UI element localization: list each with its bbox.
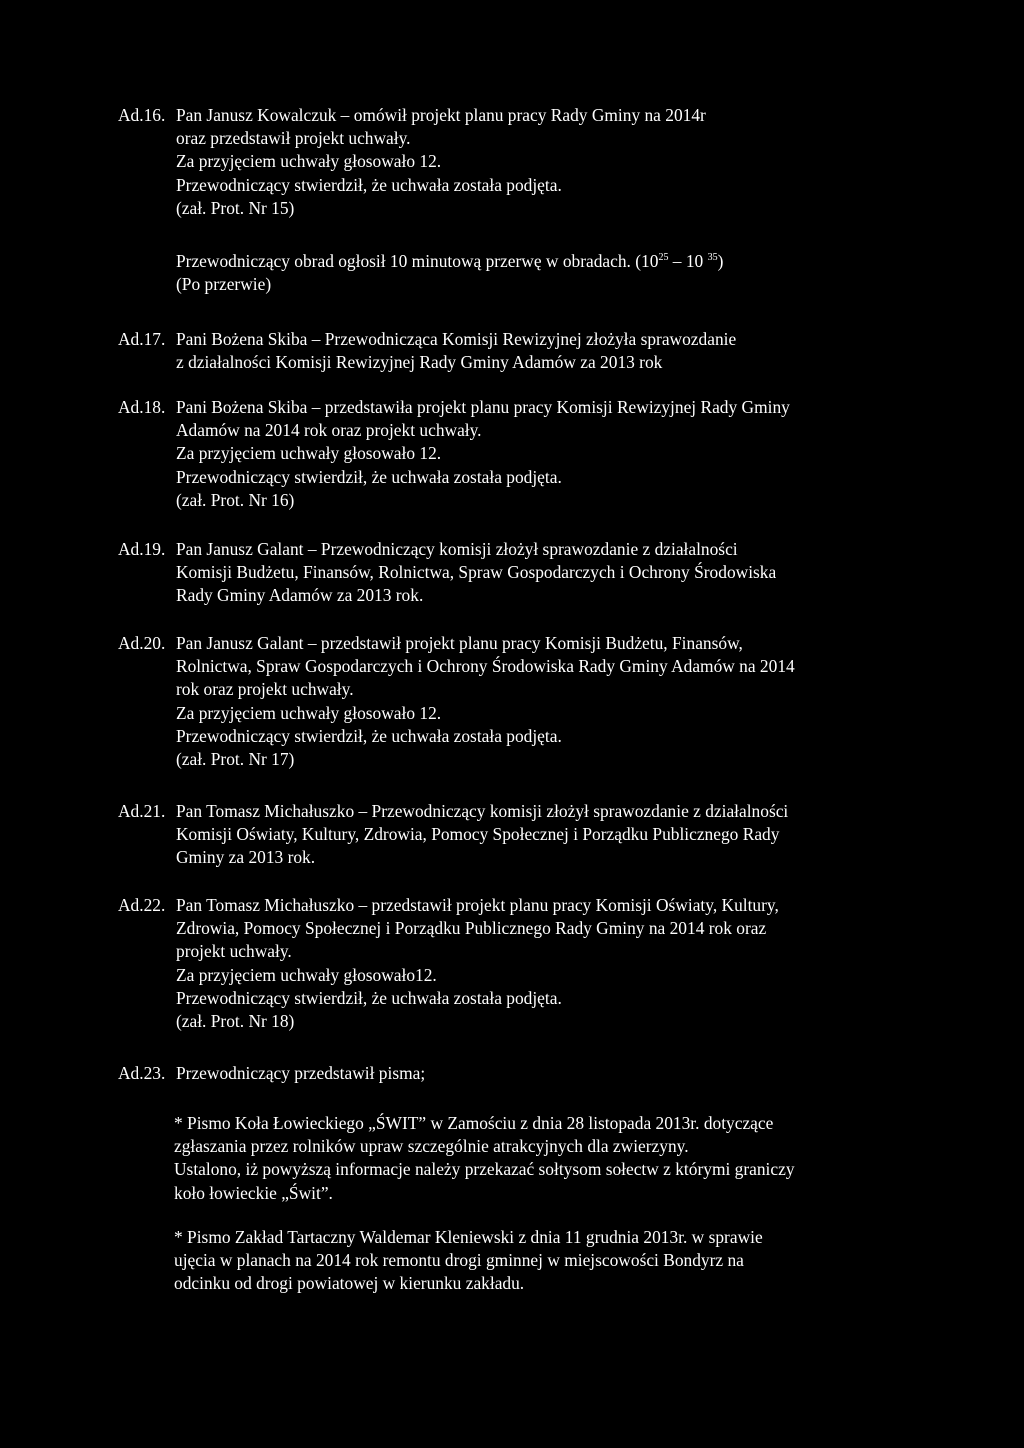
item-line: Pan Tomasz Michałuszko – Przewodniczący komisji złożył sprawozdanie z działalności (176, 801, 789, 821)
agenda-item-18 (118, 396, 918, 512)
letter-note-2 (174, 1226, 914, 1296)
item-number: Ad.16. (118, 105, 166, 125)
item-line: Pani Bożena Skiba – Przewodnicząca Komisji Rewizyjnej złożyła sprawozdanie (176, 329, 737, 349)
item-line: Za przyjęciem uchwały głosowało 12. (176, 151, 442, 172)
agenda-item-16 (118, 104, 918, 220)
item-line: Adamów na 2014 rok oraz projekt uchwały. (176, 420, 482, 441)
item-body (176, 1062, 918, 1085)
item-body (176, 894, 918, 1033)
item-body (176, 538, 918, 608)
item-line: Przewodniczący stwierdził, że uchwała została podjęta. (176, 174, 562, 195)
item-body (176, 104, 918, 220)
agenda-item-22 (118, 894, 918, 1033)
item-line: Przewodniczący stwierdził, że uchwała została podjęta. (176, 725, 562, 746)
item-number: Ad.17. (118, 329, 166, 349)
agenda-item-20 (118, 632, 918, 771)
item-line: Rady Gminy Adamów za 2013 rok. (176, 585, 424, 606)
break-text-mid: – 10 (668, 251, 708, 271)
item-line: z działalności Komisji Rewizyjnej Rady Gminy Adamów za 2013 rok (176, 352, 663, 373)
item-body (176, 396, 918, 512)
item-body (176, 328, 918, 374)
note-line: odcinku od drogi powiatowej w kierunku zakładu. (174, 1273, 525, 1294)
item-line: Za przyjęciem uchwały głosowało 12. (176, 443, 442, 464)
item-line: Pan Janusz Galant – Przewodniczący komisji złożył sprawozdanie z działalności (176, 539, 738, 559)
item-line: Przewodniczący przedstawił pisma; (176, 1063, 426, 1083)
note-line: zgłaszania przez rolników upraw szczególnie atrakcyjnych dla zwierzyny. (174, 1136, 689, 1157)
note-line: ujęcia w planach na 2014 rok remontu drogi gminnej w miejscowości Bondyrz na (174, 1250, 744, 1271)
item-line: (zał. Prot. Nr 16) (176, 489, 295, 510)
after-break-line: (Po przerwie) (176, 274, 272, 295)
item-line: Przewodniczący stwierdził, że uchwała została podjęta. (176, 466, 562, 487)
break-end-minutes: 35 (707, 252, 718, 264)
note-line: koło łowieckie „Świt”. (174, 1182, 333, 1203)
item-number: Ad.19. (118, 539, 166, 559)
note-line: * Pismo Zakład Tartaczny Waldemar Kleniewski z dnia 11 grudnia 2013r. w sprawie (174, 1227, 763, 1247)
note-line: Ustalono, iż powyższą informacje należy przekazać sołtysom sołectw z którymi graniczy (174, 1159, 795, 1180)
item-line: (zał. Prot. Nr 17) (176, 749, 295, 770)
break-line (176, 250, 918, 273)
agenda-item-17 (118, 328, 918, 374)
item-body (176, 632, 918, 771)
break-text: Przewodniczący obrad ogłosił 10 minutową przerwę w obradach. (10 (176, 251, 659, 271)
item-line: Gminy za 2013 rok. (176, 847, 316, 868)
item-line: Za przyjęciem uchwały głosowało12. (176, 964, 437, 985)
note-line: * Pismo Koła Łowieckiego „ŚWIT” w Zamościu z dnia 28 listopada 2013r. dotyczące (174, 1113, 774, 1133)
item-line: Pan Janusz Galant – przedstawił projekt planu pracy Komisji Budżetu, Finansów, (176, 633, 743, 653)
item-line: Pani Bożena Skiba – przedstawiła projekt planu pracy Komisji Rewizyjnej Rady Gminy (176, 397, 790, 417)
item-number: Ad.18. (118, 397, 166, 417)
letter-note-1 (174, 1112, 914, 1205)
break-notice (118, 250, 918, 296)
break-body (176, 250, 918, 296)
agenda-item-19 (118, 538, 918, 608)
item-number: Ad.23. (118, 1063, 166, 1083)
break-text-end: ) (717, 251, 724, 271)
item-line: Przewodniczący stwierdził, że uchwała została podjęta. (176, 987, 562, 1008)
item-line: Rolnictwa, Spraw Gospodarczych i Ochrony Środowiska Rady Gminy Adamów na 2014 (176, 656, 795, 677)
item-line: oraz przedstawił projekt uchwały. (176, 128, 411, 149)
break-start-minutes: 25 (658, 252, 669, 264)
item-line: (zał. Prot. Nr 18) (176, 1011, 295, 1032)
item-line: Zdrowia, Pomocy Społecznej i Porządku Publicznego Rady Gminy na 2014 rok oraz (176, 918, 767, 939)
item-line: Komisji Oświaty, Kultury, Zdrowia, Pomocy Społecznej i Porządku Publicznego Rady (176, 824, 780, 845)
item-body (176, 800, 918, 870)
item-line: Pan Tomasz Michałuszko – przedstawił projekt planu pracy Komisji Oświaty, Kultury, (176, 895, 779, 915)
item-number: Ad.22. (118, 895, 166, 915)
agenda-item-21 (118, 800, 918, 870)
item-number: Ad.21. (118, 801, 166, 821)
item-line: Pan Janusz Kowalczuk – omówił projekt planu pracy Rady Gminy na 2014r (176, 105, 706, 125)
item-line: rok oraz projekt uchwały. (176, 679, 354, 700)
item-number: Ad.20. (118, 633, 166, 653)
item-line: (zał. Prot. Nr 15) (176, 197, 295, 218)
item-line: projekt uchwały. (176, 941, 292, 962)
item-line: Za przyjęciem uchwały głosowało 12. (176, 702, 442, 723)
agenda-item-23 (118, 1062, 918, 1085)
item-line: Komisji Budżetu, Finansów, Rolnictwa, Spraw Gospodarczych i Ochrony Środowiska (176, 562, 777, 583)
